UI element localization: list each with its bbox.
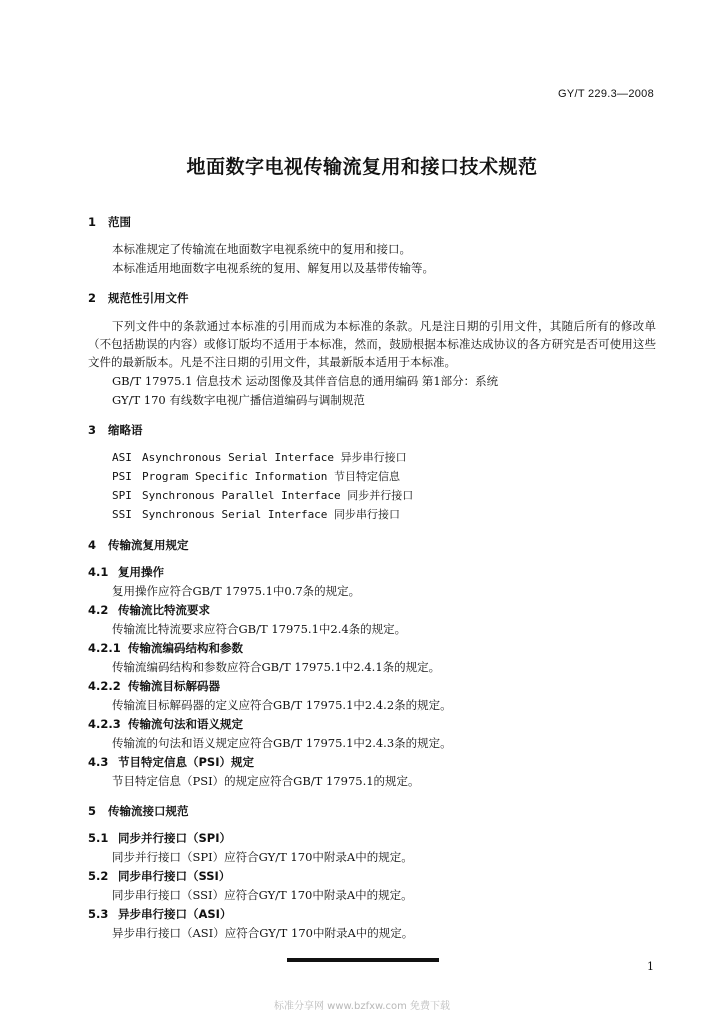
abbreviation: PSI [112,470,132,483]
section-4-heading [88,537,189,553]
paragraph-line: 本标准适用地面数字电视系统的复用、解复用以及基带传输等。 [112,261,434,275]
subsection-text: 同步并行接口（SPI）应符合GY/T 170中附录A中的规定。 [112,850,413,864]
section-number: 4 [88,538,97,552]
subsection-title: 同步串行接口（SSI） [118,869,231,883]
section-5-heading [88,803,189,819]
watermark: 标准分享网 www.bzfxw.com 免费下载 [274,1001,450,1012]
subsection-title: 传输流编码结构和参数 [128,641,243,655]
subsection-title: 传输流句法和语义规定 [128,717,243,731]
subsection-number: 4.3 [88,755,109,769]
section-title: 规范性引用文件 [108,291,189,305]
subsection-text: 传输流比特流要求应符合GB/T 17975.1中2.4条的规定。 [112,622,407,636]
end-rule [287,958,439,962]
subsection-heading [88,754,254,770]
subsection-title: 复用操作 [118,565,164,579]
abbreviation-item [112,506,400,522]
subsection-text: 同步串行接口（SSI）应符合GY/T 170中附录A中的规定。 [112,888,413,902]
normative-references-paragraph: 下列文件中的条款通过本标准的引用而成为本标准的条款。凡是注日期的引用文件，其随后所有的修改单（不包括勘误的内容）或修订版均不适用于本标准，然而，鼓励根据本标准达成协议的各方研究是否可使用这些文件的最新版本。凡是不注日期的引用文件，其最新版本适用于本标准。 [88,319,656,369]
subsection-number: 4.2.3 [88,717,121,731]
abbreviation-item [112,468,400,484]
abbreviation: ASI [112,451,132,464]
section-number: 5 [88,804,97,818]
subsection-title: 传输流比特流要求 [118,603,210,617]
reference-item: GY/T 170 有线数字电视广播信道编码与调制规范 [112,393,365,407]
section-1-heading [88,214,131,230]
section-title: 范围 [108,215,131,229]
subsection-text: 复用操作应符合GB/T 17975.1中0.7条的规定。 [112,584,361,598]
subsection-title: 节目特定信息（PSI）规定 [118,755,254,769]
subsection-heading [88,640,243,656]
abbreviation-description: Program Specific Information 节目特定信息 [142,470,401,483]
subsection-number: 4.2 [88,603,109,617]
document-title: 地面数字电视传输流复用和接口技术规范 [186,156,538,178]
subsection-heading [88,678,220,694]
subsection-text: 传输流的句法和语义规定应符合GB/T 17975.1中2.4.3条的规定。 [112,736,452,750]
abbreviation: SSI [112,508,132,521]
subsection-heading [88,716,243,732]
page-number: 1 [647,960,654,973]
abbreviation-description: Synchronous Parallel Interface 同步并行接口 [142,489,414,502]
subsection-number: 5.1 [88,831,109,845]
subsection-number: 5.3 [88,907,109,921]
section-number: 2 [88,291,97,305]
section-title: 缩略语 [108,423,143,437]
section-number: 3 [88,423,97,437]
section-3-heading [88,422,143,438]
abbreviation: SPI [112,489,132,502]
abbreviation-item [112,449,407,465]
abbreviation-description: Synchronous Serial Interface 同步串行接口 [142,508,401,521]
subsection-text: 异步串行接口（ASI）应符合GY/T 170中附录A中的规定。 [112,926,414,940]
standard-number: GY/T 229.3—2008 [557,88,654,100]
subsection-text: 节目特定信息（PSI）的规定应符合GB/T 17975.1的规定。 [112,774,420,788]
subsection-number: 5.2 [88,869,109,883]
subsection-number: 4.1 [88,565,109,579]
subsection-heading [88,830,231,846]
paragraph-line: 本标准规定了传输流在地面数字电视系统中的复用和接口。 [112,242,411,256]
subsection-title: 异步串行接口（ASI） [118,907,232,921]
subsection-heading [88,906,231,922]
abbreviation-description: Asynchronous Serial Interface 异步串行接口 [142,451,407,464]
subsection-heading [88,868,230,884]
reference-item: GB/T 17975.1 信息技术 运动图像及其伴音信息的通用编码 第1部分：系统 [112,374,499,388]
section-2-heading [88,290,189,306]
subsection-heading [88,602,210,618]
subsection-number: 4.2.1 [88,641,121,655]
section-title: 传输流接口规范 [108,804,189,818]
section-title: 传输流复用规定 [108,538,189,552]
abbreviation-item [112,487,413,503]
subsection-title: 传输流目标解码器 [128,679,220,693]
section-number: 1 [88,215,97,229]
subsection-text: 传输流目标解码器的定义应符合GB/T 17975.1中2.4.2条的规定。 [112,698,452,712]
subsection-number: 4.2.2 [88,679,121,693]
subsection-text: 传输流编码结构和参数应符合GB/T 17975.1中2.4.1条的规定。 [112,660,441,674]
subsection-title: 同步并行接口（SPI） [118,831,231,845]
subsection-heading [88,564,164,580]
